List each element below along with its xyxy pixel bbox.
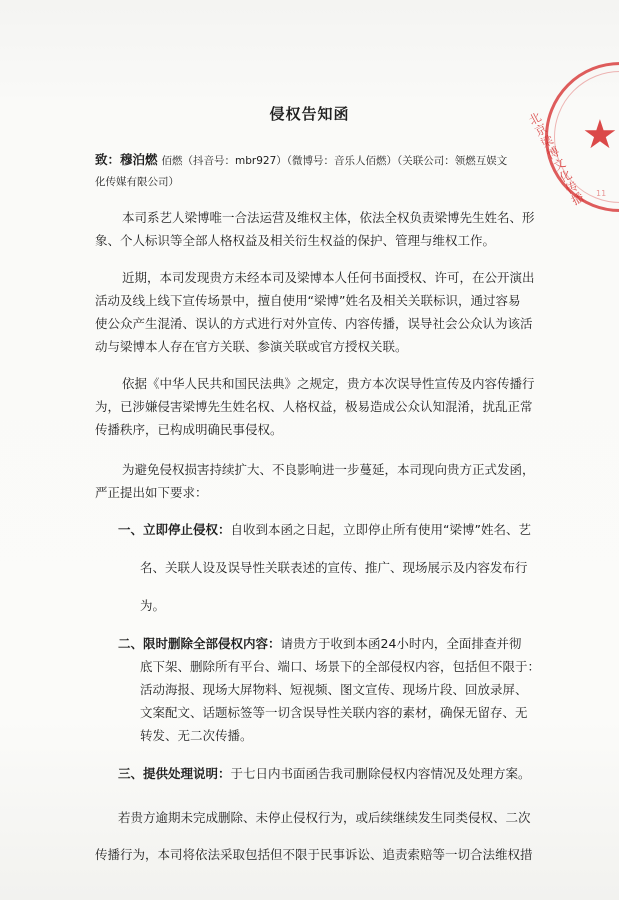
recipient-name: 穆泊燃 [120,152,158,167]
page-title: 侵权告知函 [269,105,350,123]
para-3-line-3: 传播秩序，已构成明确民事侵权。 [95,422,283,437]
requirement-1 [118,520,531,538]
seal-text: 北京梁博文化传播 [526,109,587,209]
requirement-2-line-1: 请贵方于收到本函24小时内，全面排查并彻 [280,636,522,651]
para-3-line-1: 依据《中华人民共和国民法典》之规定，贵方本次误导性宣传及内容传播行 [122,376,535,391]
recipient-line [95,150,507,168]
company-seal [526,62,619,212]
requirement-1-line-1: 自收到本函之日起，立即停止所有使用“梁博”姓名、艺 [230,522,531,537]
requirement-2-line-5: 转发、无二次传播。 [140,728,253,743]
requirement-2 [118,634,521,652]
requirement-1-line-2: 名、关联人设及误导性关联表述的宣传、推广、现场展示及内容发布行 [140,560,528,575]
requirement-2-line-4: 文案配文、话题标签等一切含误导性关联内容的素材，确保无留存、无 [140,705,528,720]
requirement-1-head: 一、立即停止侵权： [118,522,231,537]
requirement-3 [118,764,531,782]
para-2-line-1: 近期，本司发现贵方未经本司及梁博本人任何书面授权、许可，在公开演出 [122,270,535,285]
para-2-line-2: 活动及线上线下宣传场景中，擅自使用“梁博”姓名及相关关联标识，通过容易 [95,293,521,308]
para-5-line-2: 传播行为，本司将依法采取包括但不限于民事诉讼、追责索赔等一切合法维权措 [95,847,533,862]
para-1-line-2: 象、个人标识等全部人格权益及相关衍生权益的保护、管理与维权工作。 [95,233,496,248]
para-3-line-2: 为，已涉嫌侵害梁博先生姓名权、人格权益，极易造成公众认知混淆，扰乱正常 [95,399,533,414]
requirement-2-line-3: 活动海报、现场大屏物料、短视频、图文宣传、现场片段、回放录屏、 [140,682,528,697]
recipient-details: 佰燃（抖音号：mbr927）（微博号：音乐人佰燃）（关联公司：领燃互娱文 [161,155,508,167]
para-1-line-1: 本司系艺人梁博唯一合法运营及维权主体，依法全权负责梁博先生姓名、形 [122,210,535,225]
requirement-2-head: 二、限时删除全部侵权内容： [118,636,281,651]
para-4-line-2: 严正提出如下要求： [95,485,208,500]
recipient-prefix: 致： [95,152,121,167]
seal-star-icon: ★ [582,112,618,158]
para-4-line-1: 为避免侵权损害持续扩大、不良影响进一步蔓延，本司现向贵方正式发函， [122,462,535,477]
para-2-line-3: 使公众产生混淆、误认的方式进行对外宣传、内容传播，误导社会公众认为该活 [95,316,533,331]
requirement-1-line-3: 为。 [140,598,166,613]
para-5-line-1: 若贵方逾期未完成删除、未停止侵权行为，或后续继续发生同类侵权、二次 [118,810,531,825]
requirement-2-line-2: 底下架、删除所有平台、端口、场景下的全部侵权内容，包括但不限于： [140,659,541,674]
recipient-line-2: 化传媒有限公司） [95,176,179,188]
para-2-line-4: 动与梁博本人存在官方关联、参演关联或官方授权关联。 [95,339,408,354]
seal-code: 11 [596,189,607,198]
requirement-3-head: 三、提供处理说明： [118,766,231,781]
requirement-3-line-1: 于七日内书面函告我司删除侵权内容情况及处理方案。 [230,766,531,781]
